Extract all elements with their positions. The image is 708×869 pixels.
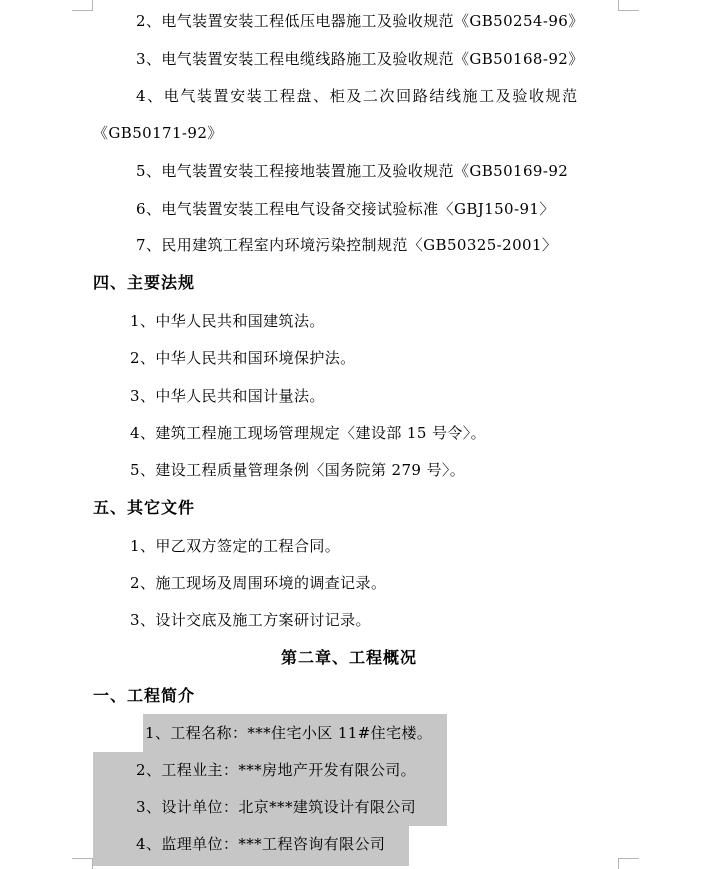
standard-item: 5、电气装置安装工程接地装置施工及验收规范《GB50169-92 (136, 162, 569, 180)
regulation-item: 3、中华人民共和国计量法。 (130, 387, 325, 405)
standard-item: 3、电气装置安装工程电缆线路施工及验收规范《GB50168-92》 (136, 50, 584, 68)
corner-mark-bottom-right (618, 858, 639, 869)
project-item: 2、工程业主：***房地产开发有限公司。 (136, 761, 417, 779)
regulation-item: 5、建设工程质量管理条例〈国务院第 279 号〉。 (130, 461, 466, 479)
document-item: 3、设计交底及施工方案研讨记录。 (130, 611, 371, 629)
standard-item: 6、电气装置安装工程电气设备交接试验标准〈GBJ150-91〉 (136, 200, 555, 218)
project-item: 1、工程名称：***住宅小区 11#住宅楼。 (145, 724, 433, 742)
standard-item-continued: 《GB50171-92》 (93, 124, 223, 142)
corner-mark-top-right (618, 0, 639, 11)
document-item: 2、施工现场及周围环境的调查记录。 (130, 574, 387, 592)
section-heading-project-intro: 一、工程简介 (93, 686, 196, 705)
standard-item: 2、电气装置安装工程低压电器施工及验收规范《GB50254-96》 (136, 12, 584, 30)
chapter-title: 第二章、工程概况 (281, 648, 418, 667)
standard-item: 7、民用建筑工程室内环境污染控制规范〈GB50325-2001〉 (136, 236, 558, 254)
regulation-item: 4、建筑工程施工现场管理规定〈建设部 15 号令〉。 (130, 424, 487, 442)
section-heading-other-documents: 五、其它文件 (93, 498, 196, 517)
project-item: 3、设计单位：北京***建筑设计有限公司 (136, 798, 417, 816)
project-item: 4、监理单位：***工程咨询有限公司 (136, 835, 386, 853)
corner-mark-bottom-left (72, 858, 93, 869)
document-item: 1、甲乙双方签定的工程合同。 (130, 537, 341, 555)
regulation-item: 1、中华人民共和国建筑法。 (130, 312, 325, 330)
section-heading-regulations: 四、主要法规 (93, 273, 196, 292)
standard-item: 4、电气装置安装工程盘、柜及二次回路结线施工及验收规范 (136, 87, 579, 105)
corner-mark-top-left (72, 0, 93, 11)
regulation-item: 2、中华人民共和国环境保护法。 (130, 349, 356, 367)
